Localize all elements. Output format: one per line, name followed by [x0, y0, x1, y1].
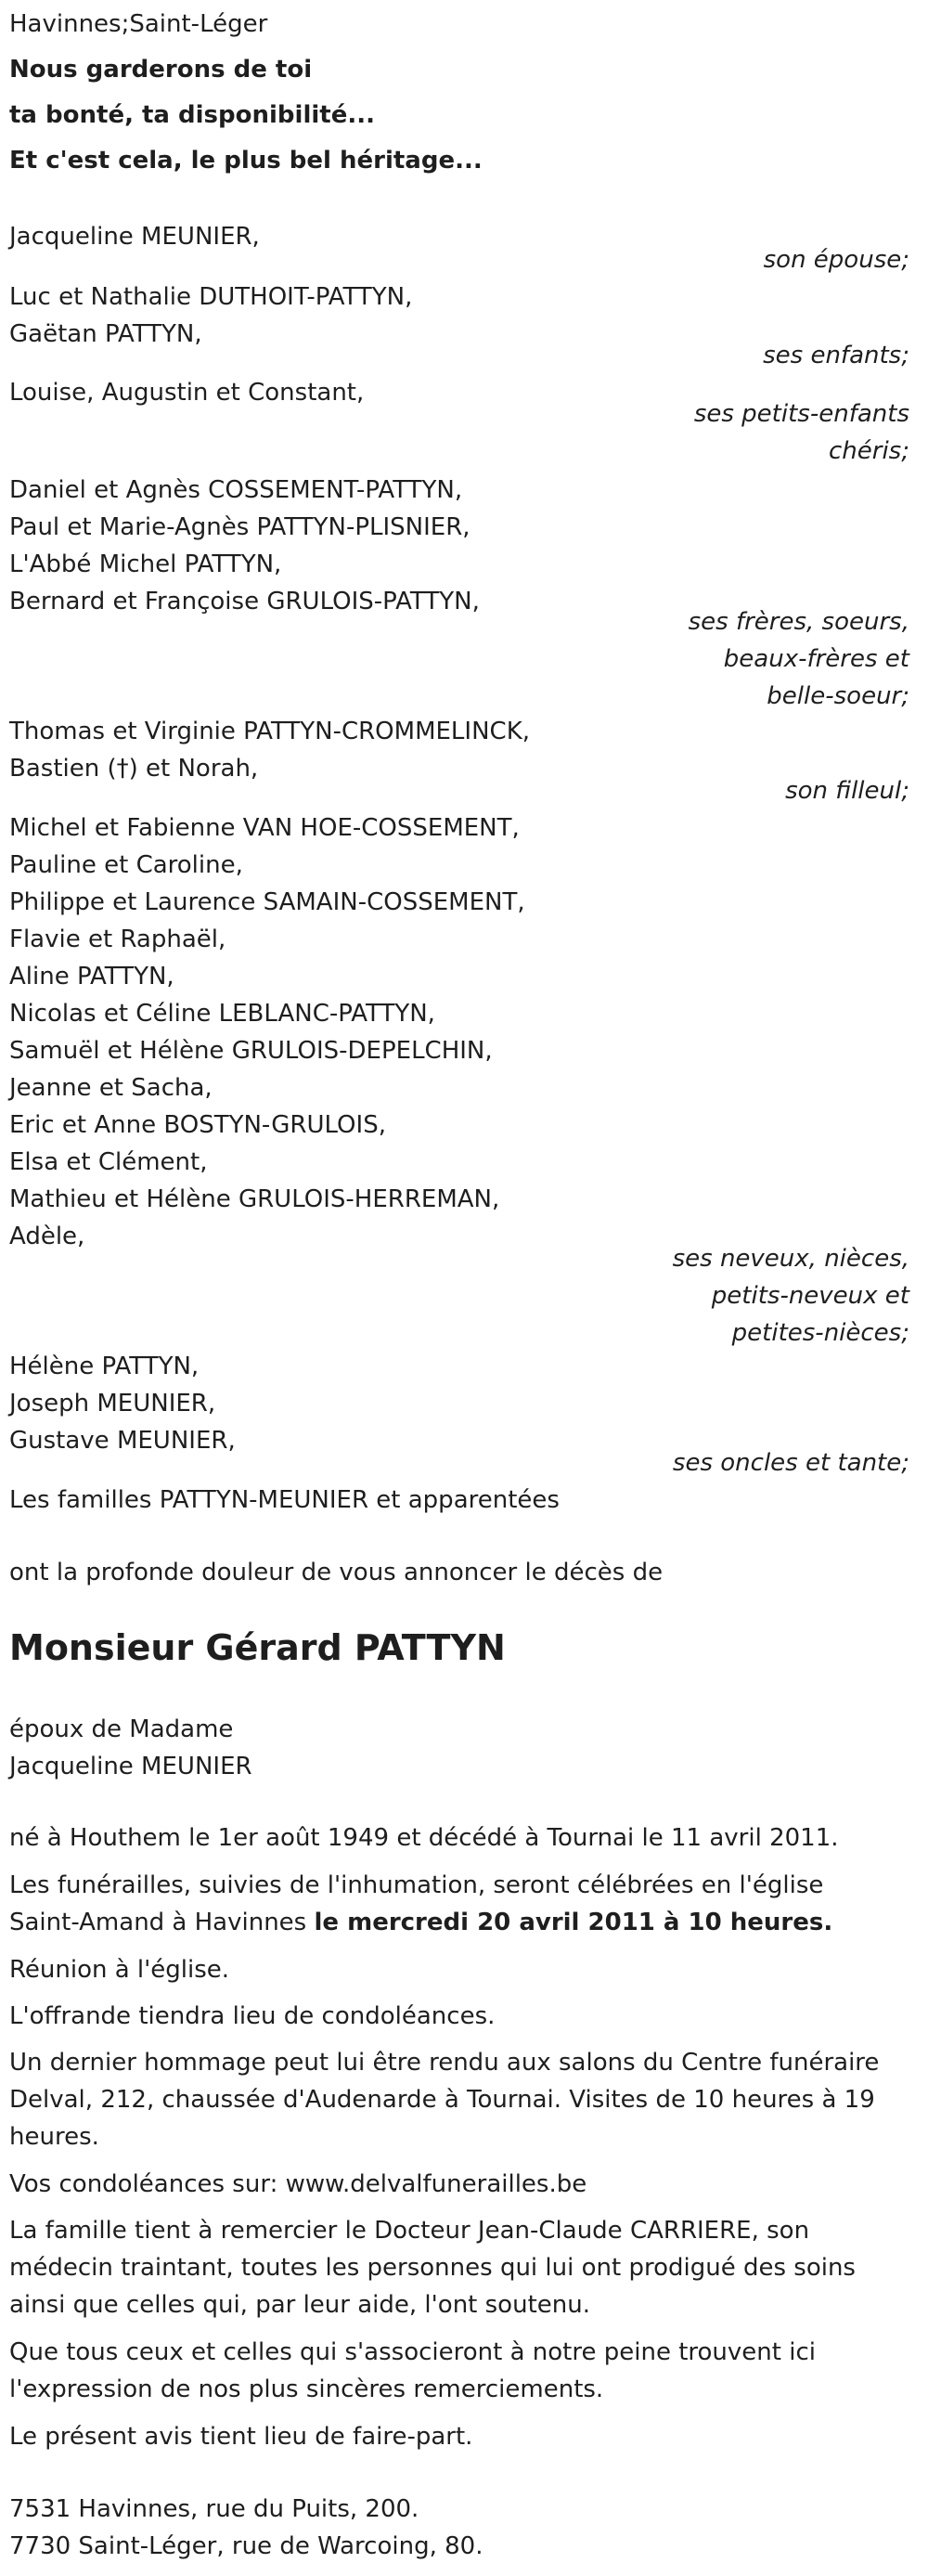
families-line: Les familles PATTYN-MEUNIER et apparentées [9, 1486, 560, 1514]
nephews-role-1: ses neveux, nièces, [672, 1245, 909, 1273]
nephew-name-4: Flavie et Raphaël, [9, 926, 226, 953]
child-name-1: Luc et Nathalie DUTHOIT-PATTYN, [9, 283, 413, 311]
thanks-line-5: l'expression de nos plus sincères remerciements. [9, 2375, 604, 2403]
sibling-name-3: L'Abbé Michel PATTYN, [9, 550, 282, 578]
children-role: ses enfants; [763, 342, 909, 369]
nephew-name-9: Eric et Anne BOSTYN-GRULOIS, [9, 1111, 386, 1139]
offrande-line: L'offrande tiendra lieu de condoléances. [9, 2002, 496, 2030]
nephews-role-3: petites-nièces; [731, 1319, 909, 1347]
sibling-name-4: Bernard et Françoise GRULOIS-PATTYN, [9, 588, 480, 615]
hommage-line-2: Delval, 212, chaussée d'Audenarde à Tournai. Visites de 10 heures à 19 [9, 2086, 875, 2114]
birth-death-line: né à Houthem le 1er août 1949 et décédé à Tournai le 11 avril 2011. [9, 1824, 839, 1852]
reunion-line: Réunion à l'église. [9, 1956, 230, 1984]
grandchildren-role-2: chéris; [829, 437, 909, 465]
uncle-name-1: Hélène PATTYN, [9, 1353, 200, 1380]
uncle-name-3: Gustave MEUNIER, [9, 1427, 236, 1455]
spouse-of-line-2: Jacqueline MEUNIER [9, 1753, 252, 1780]
godson-name-1: Thomas et Virginie PATTYN-CROMMELINCK, [9, 718, 531, 745]
nephew-name-1: Michel et Fabienne VAN HOE-COSSEMENT, [9, 814, 520, 842]
quote-line-2: ta bonté, ta disponibilité... [9, 101, 375, 129]
uncles-role: ses oncles et tante; [672, 1449, 909, 1477]
spouse-name: Jacqueline MEUNIER, [9, 223, 260, 251]
siblings-role-2: beaux-frères et [723, 645, 909, 673]
hommage-line-3: heures. [9, 2123, 99, 2151]
godson-role: son filleul; [785, 777, 909, 805]
nephew-name-3: Philippe et Laurence SAMAIN-COSSEMENT, [9, 888, 525, 916]
siblings-role-1: ses frères, soeurs, [688, 608, 909, 636]
funeral-location-text: Saint-Amand à Havinnes [9, 1909, 315, 1936]
spouse-role: son épouse; [763, 246, 909, 274]
uncle-name-2: Joseph MEUNIER, [9, 1390, 216, 1417]
siblings-role-3: belle-soeur; [767, 682, 909, 710]
quote-line-3: Et c'est cela, le plus bel héritage... [9, 147, 483, 175]
announcement-line: ont la profonde douleur de vous annoncer le décès de [9, 1559, 664, 1586]
address-line-2: 7730 Saint-Léger, rue de Warcoing, 80. [9, 2532, 483, 2560]
location-header: Havinnes;Saint-Léger [9, 10, 268, 38]
thanks-line-3: ainsi que celles qui, par leur aide, l'ont soutenu. [9, 2291, 590, 2319]
nephew-name-8: Jeanne et Sacha, [9, 1074, 213, 1102]
funeral-date-text: le mercredi 20 avril 2011 à 10 heures. [314, 1909, 833, 1936]
nephew-name-6: Nicolas et Céline LEBLANC-PATTYN, [9, 1000, 435, 1028]
nephew-name-10: Elsa et Clément, [9, 1148, 208, 1176]
grandchildren-name: Louise, Augustin et Constant, [9, 379, 365, 407]
funeral-line-2 [9, 1904, 832, 1941]
godson-name-2: Bastien (†) et Norah, [9, 755, 259, 783]
thanks-line-1: La famille tient à remercier le Docteur Jean-Claude CARRIERE, son [9, 2217, 810, 2245]
deceased-name: Monsieur Gérard PATTYN [9, 1627, 506, 1668]
nephew-name-7: Samuël et Hélène GRULOIS-DEPELCHIN, [9, 1037, 493, 1065]
nephews-role-2: petits-neveux et [711, 1282, 909, 1310]
sibling-name-2: Paul et Marie-Agnès PATTYN-PLISNIER, [9, 513, 470, 541]
nephew-name-11: Mathieu et Hélène GRULOIS-HERREMAN, [9, 1185, 500, 1213]
thanks-line-4: Que tous ceux et celles qui s'associeront à notre peine trouvent ici [9, 2338, 816, 2366]
thanks-line-2: médecin traintant, toutes les personnes qui lui ont prodigué des soins [9, 2254, 856, 2282]
hommage-line-1: Un dernier hommage peut lui être rendu aux salons du Centre funéraire [9, 2049, 880, 2077]
faire-part-line: Le présent avis tient lieu de faire-part. [9, 2423, 473, 2451]
quote-line-1: Nous garderons de toi [9, 56, 313, 84]
condoleances-line: Vos condoléances sur: www.delvalfunerailles.be [9, 2170, 587, 2198]
grandchildren-role-1: ses petits-enfants [693, 400, 909, 428]
nephew-name-12: Adèle, [9, 1223, 85, 1250]
child-name-2: Gaëtan PATTYN, [9, 320, 202, 348]
address-line-1: 7531 Havinnes, rue du Puits, 200. [9, 2495, 419, 2523]
nephew-name-5: Aline PATTYN, [9, 963, 174, 990]
nephew-name-2: Pauline et Caroline, [9, 851, 243, 879]
funeral-line-1: Les funérailles, suivies de l'inhumation, seront célébrées en l'église [9, 1871, 824, 1899]
spouse-of-line-1: époux de Madame [9, 1715, 234, 1743]
sibling-name-1: Daniel et Agnès COSSEMENT-PATTYN, [9, 476, 463, 504]
